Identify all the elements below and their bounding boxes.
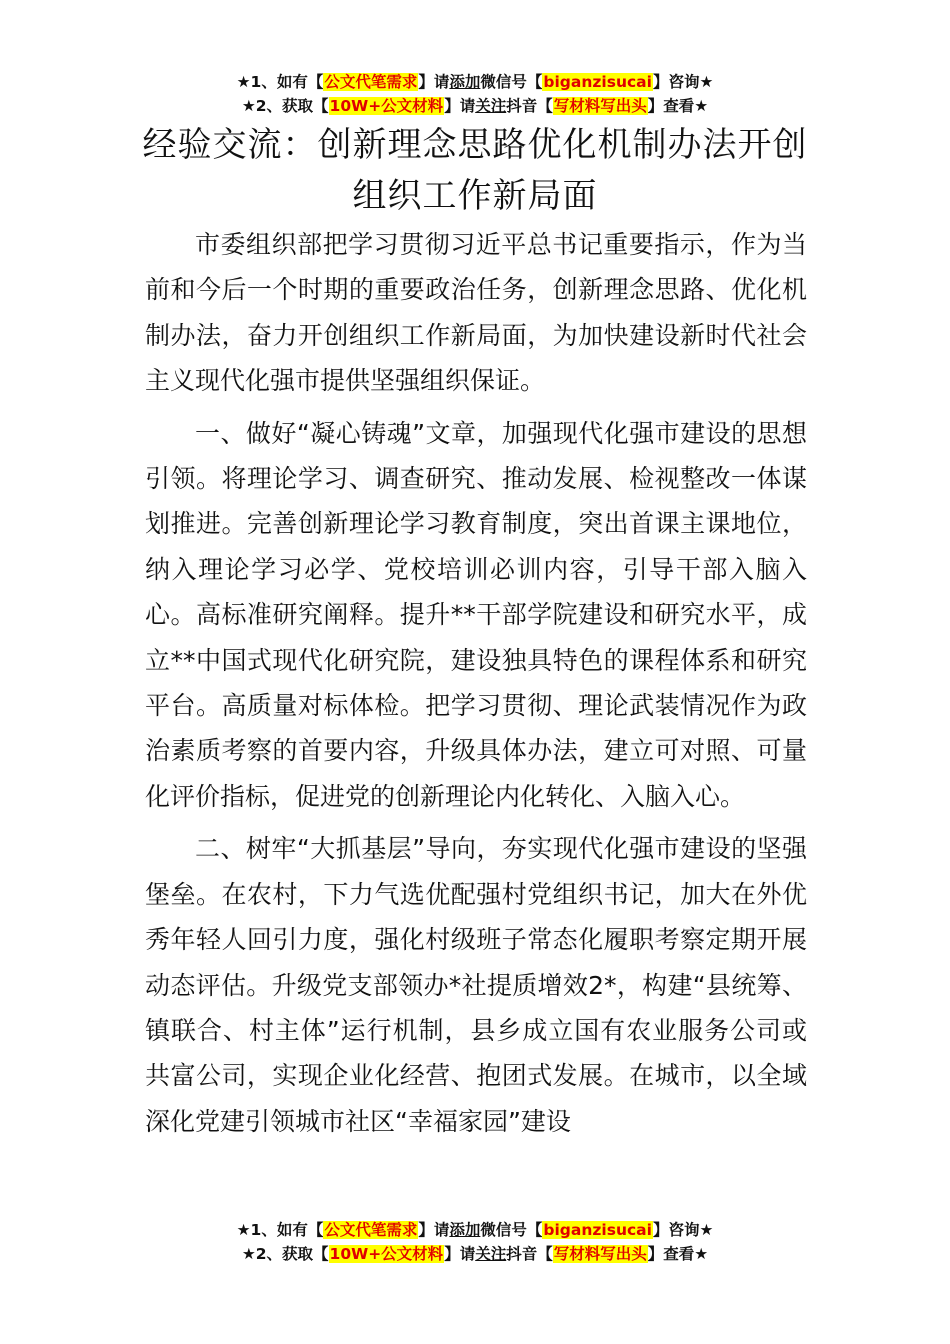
promo-text: 】咨询★ [652,1221,714,1239]
promo-underlined: 关注 [475,1245,507,1263]
paragraph-section-2: 二、树牢“大抓基层”导向，夯实现代化强市建设的坚强堡垒。在农村，下力气选优配强村党组织书记，加大在外优秀年轻人回引力度，强化村级班子常态化履职考察定期开展动态评估。升级党支部领办*社提质增效2*，构建“县统筹、镇联合、村主体”运行机制，县乡成立国有农业服务公司或共富公司，实现企业化经营、抱团式发展。在城市，以全域深化党建引领城市社区“幸福家园”建设 [145,834,807,1136]
promo-line-1 [0,72,950,92]
paragraph-section-1: 一、做好“凝心铸魂”文章，加强现代化强市建设的思想引领。将理论学习、调查研究、推动发展、检视整改一体谋划推进。完善创新理论学习教育制度，突出首课主课地位，纳入理论学习必学、党校培训必训内容，引导干部入脑入心。高标准研究阐释。提升**干部学院建设和研究水平，成立**中国式现代化研究院，建设独具特色的课程体系和研究平台。高质量对标体检。把学习贯彻、理论武装情况作为政治素质考察的首要内容，升级具体办法，建立可对照、可量化评价指标，促进党的创新理论内化转化、入脑入心。 [145,418,807,811]
promo-footer-line-2 [0,1244,950,1264]
document-body [145,222,807,1151]
promo-highlight: 公文代笔需求 [324,1221,418,1239]
promo-text: ★2、获取【 [241,1245,329,1263]
promo-text: 】请 [418,1221,450,1239]
promo-highlight-wechat-id: biganzisucai [543,73,652,91]
promo-highlight-douyin: 写材料写出头 [553,97,647,115]
promo-text: 】请 [444,97,476,115]
promo-text: 微信号【 [480,73,543,91]
promo-underlined: 添加 [449,73,481,91]
promo-text: ★1、如有【 [236,1221,324,1239]
promo-text: ★1、如有【 [236,73,324,91]
promo-highlight-wechat-id: biganzisucai [543,1221,652,1239]
promo-text: 】咨询★ [652,73,714,91]
promo-highlight: 公文代笔需求 [324,73,418,91]
promo-text: 抖音【 [506,1245,553,1263]
promo-highlight: 10W+公文材料 [329,97,444,115]
promo-text: ★2、获取【 [241,97,329,115]
promo-highlight: 10W+公文材料 [329,1245,444,1263]
promo-underlined: 添加 [449,1221,481,1239]
promo-text: 微信号【 [480,1221,543,1239]
promo-highlight-douyin: 写材料写出头 [553,1245,647,1263]
paragraph-intro: 市委组织部把学习贯彻习近平总书记重要指示，作为当前和今后一个时期的重要政治任务，创新理念思路、优化机制办法，奋力开创组织工作新局面，为加快建设新时代社会主义现代化强市提供坚强组织保证。 [145,230,807,396]
promo-text: 】请 [418,73,450,91]
promo-footer-line-1 [0,1220,950,1240]
promo-line-2 [0,96,950,116]
document-title: 经验交流：创新理念思路优化机制办法开创组织工作新局面 [142,125,808,216]
promo-text: 】查看★ [647,97,709,115]
promo-text: 】请 [444,1245,476,1263]
promo-underlined: 关注 [475,97,507,115]
promo-text: 】查看★ [647,1245,709,1263]
promo-text: 抖音【 [506,97,553,115]
